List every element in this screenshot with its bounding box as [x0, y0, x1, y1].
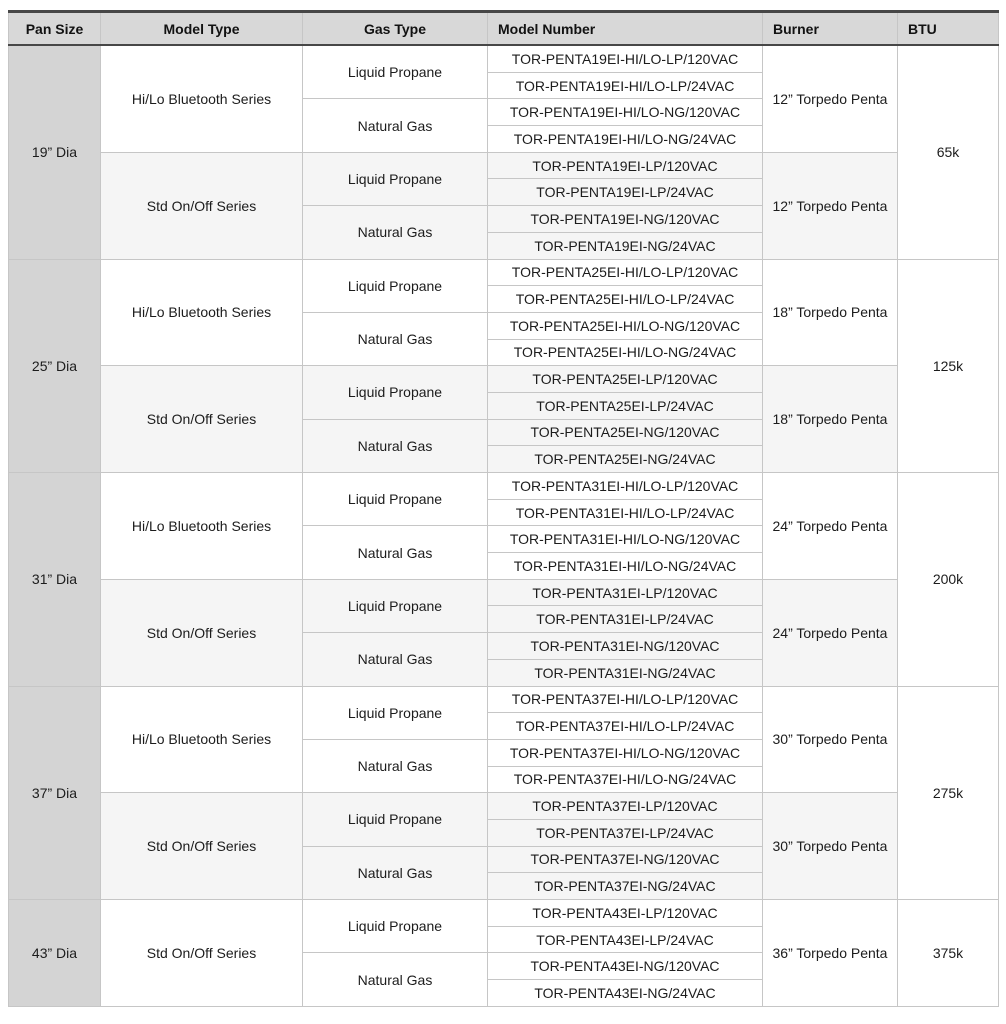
model-number-cell: TOR-PENTA37EI-HI/LO-NG/24VAC — [488, 766, 763, 793]
gas-type-cell: Natural Gas — [303, 739, 488, 792]
model-type-cell: Std On/Off Series — [101, 579, 303, 686]
btu-cell: 275k — [898, 686, 999, 900]
model-number-cell: TOR-PENTA25EI-HI/LO-NG/24VAC — [488, 339, 763, 366]
pan-size-cell: 43” Dia — [9, 900, 101, 1007]
gas-type-cell: Liquid Propane — [303, 793, 488, 846]
model-number-cell: TOR-PENTA19EI-NG/120VAC — [488, 206, 763, 233]
pan-size-cell: 25” Dia — [9, 259, 101, 473]
btu-cell: 125k — [898, 259, 999, 473]
pan-size-cell: 31” Dia — [9, 473, 101, 687]
btu-cell: 375k — [898, 900, 999, 1007]
model-number-cell: TOR-PENTA43EI-LP/24VAC — [488, 926, 763, 953]
model-type-cell: Hi/Lo Bluetooth Series — [101, 473, 303, 580]
model-number-cell: TOR-PENTA25EI-LP/24VAC — [488, 392, 763, 419]
gas-type-cell: Liquid Propane — [303, 259, 488, 312]
model-number-cell: TOR-PENTA25EI-HI/LO-LP/24VAC — [488, 286, 763, 313]
model-number-cell: TOR-PENTA37EI-LP/120VAC — [488, 793, 763, 820]
gas-type-cell: Natural Gas — [303, 419, 488, 472]
model-number-cell: TOR-PENTA19EI-HI/LO-LP/24VAC — [488, 72, 763, 99]
burner-cell: 18” Torpedo Penta — [763, 259, 898, 366]
model-number-cell: TOR-PENTA31EI-HI/LO-NG/24VAC — [488, 553, 763, 580]
gas-type-cell: Liquid Propane — [303, 579, 488, 632]
model-type-cell: Std On/Off Series — [101, 152, 303, 259]
table-row — [9, 152, 999, 179]
burner-cell: 30” Torpedo Penta — [763, 686, 898, 793]
table-row — [9, 366, 999, 393]
model-number-cell: TOR-PENTA37EI-HI/LO-LP/24VAC — [488, 713, 763, 740]
model-number-cell: TOR-PENTA25EI-LP/120VAC — [488, 366, 763, 393]
pan-size-cell: 37” Dia — [9, 686, 101, 900]
model-number-cell: TOR-PENTA31EI-NG/120VAC — [488, 633, 763, 660]
gas-type-cell: Natural Gas — [303, 526, 488, 579]
table-row — [9, 793, 999, 820]
gas-type-cell: Natural Gas — [303, 846, 488, 899]
model-type-cell: Std On/Off Series — [101, 366, 303, 473]
model-number-cell: TOR-PENTA43EI-NG/120VAC — [488, 953, 763, 980]
header-btu: BTU — [898, 12, 999, 46]
btu-cell: 200k — [898, 473, 999, 687]
gas-type-cell: Liquid Propane — [303, 473, 488, 526]
gas-type-cell: Natural Gas — [303, 633, 488, 686]
header-model-type: Model Type — [101, 12, 303, 46]
model-type-cell: Std On/Off Series — [101, 900, 303, 1007]
burner-cell: 12” Torpedo Penta — [763, 152, 898, 259]
gas-type-cell: Liquid Propane — [303, 900, 488, 953]
model-number-cell: TOR-PENTA31EI-LP/120VAC — [488, 579, 763, 606]
model-type-cell: Hi/Lo Bluetooth Series — [101, 259, 303, 366]
model-number-cell: TOR-PENTA43EI-NG/24VAC — [488, 980, 763, 1007]
table-row — [9, 900, 999, 927]
model-type-cell: Hi/Lo Bluetooth Series — [101, 45, 303, 152]
gas-type-cell: Liquid Propane — [303, 45, 488, 99]
header-pan-size: Pan Size — [9, 12, 101, 46]
model-number-cell: TOR-PENTA31EI-LP/24VAC — [488, 606, 763, 633]
model-number-cell: TOR-PENTA37EI-HI/LO-NG/120VAC — [488, 739, 763, 766]
header-gas-type: Gas Type — [303, 12, 488, 46]
model-number-cell: TOR-PENTA25EI-NG/120VAC — [488, 419, 763, 446]
model-number-cell: TOR-PENTA37EI-LP/24VAC — [488, 819, 763, 846]
gas-type-cell: Liquid Propane — [303, 366, 488, 419]
model-number-cell: TOR-PENTA37EI-HI/LO-LP/120VAC — [488, 686, 763, 713]
model-number-cell: TOR-PENTA19EI-NG/24VAC — [488, 232, 763, 259]
spec-table-body — [9, 45, 999, 1006]
model-number-cell: TOR-PENTA19EI-HI/LO-NG/24VAC — [488, 126, 763, 153]
model-number-cell: TOR-PENTA31EI-HI/LO-LP/120VAC — [488, 473, 763, 500]
table-row — [9, 45, 999, 72]
gas-type-cell: Natural Gas — [303, 312, 488, 365]
model-number-cell: TOR-PENTA31EI-HI/LO-NG/120VAC — [488, 526, 763, 553]
pan-size-cell: 19” Dia — [9, 45, 101, 259]
model-number-cell: TOR-PENTA31EI-NG/24VAC — [488, 659, 763, 686]
model-type-cell: Std On/Off Series — [101, 793, 303, 900]
table-row — [9, 686, 999, 713]
burner-cell: 24” Torpedo Penta — [763, 473, 898, 580]
spec-table — [8, 10, 999, 1007]
burner-cell: 30” Torpedo Penta — [763, 793, 898, 900]
table-row — [9, 473, 999, 500]
model-number-cell: TOR-PENTA19EI-LP/24VAC — [488, 179, 763, 206]
model-number-cell: TOR-PENTA37EI-NG/24VAC — [488, 873, 763, 900]
model-number-cell: TOR-PENTA31EI-HI/LO-LP/24VAC — [488, 499, 763, 526]
btu-cell: 65k — [898, 45, 999, 259]
gas-type-cell: Liquid Propane — [303, 686, 488, 739]
model-number-cell: TOR-PENTA25EI-HI/LO-NG/120VAC — [488, 312, 763, 339]
burner-cell: 24” Torpedo Penta — [763, 579, 898, 686]
gas-type-cell: Liquid Propane — [303, 152, 488, 205]
model-number-cell: TOR-PENTA19EI-LP/120VAC — [488, 152, 763, 179]
model-number-cell: TOR-PENTA25EI-HI/LO-LP/120VAC — [488, 259, 763, 286]
gas-type-cell: Natural Gas — [303, 953, 488, 1006]
table-row — [9, 259, 999, 286]
burner-cell: 36” Torpedo Penta — [763, 900, 898, 1007]
header-model-number: Model Number — [488, 12, 763, 46]
table-row — [9, 579, 999, 606]
burner-cell: 12” Torpedo Penta — [763, 45, 898, 152]
model-type-cell: Hi/Lo Bluetooth Series — [101, 686, 303, 793]
gas-type-cell: Natural Gas — [303, 206, 488, 259]
model-number-cell: TOR-PENTA19EI-HI/LO-LP/120VAC — [488, 45, 763, 72]
model-number-cell: TOR-PENTA25EI-NG/24VAC — [488, 446, 763, 473]
model-number-cell: TOR-PENTA19EI-HI/LO-NG/120VAC — [488, 99, 763, 126]
header-burner: Burner — [763, 12, 898, 46]
burner-cell: 18” Torpedo Penta — [763, 366, 898, 473]
model-number-cell: TOR-PENTA43EI-LP/120VAC — [488, 900, 763, 927]
gas-type-cell: Natural Gas — [303, 99, 488, 152]
model-number-cell: TOR-PENTA37EI-NG/120VAC — [488, 846, 763, 873]
header-row — [9, 12, 999, 46]
